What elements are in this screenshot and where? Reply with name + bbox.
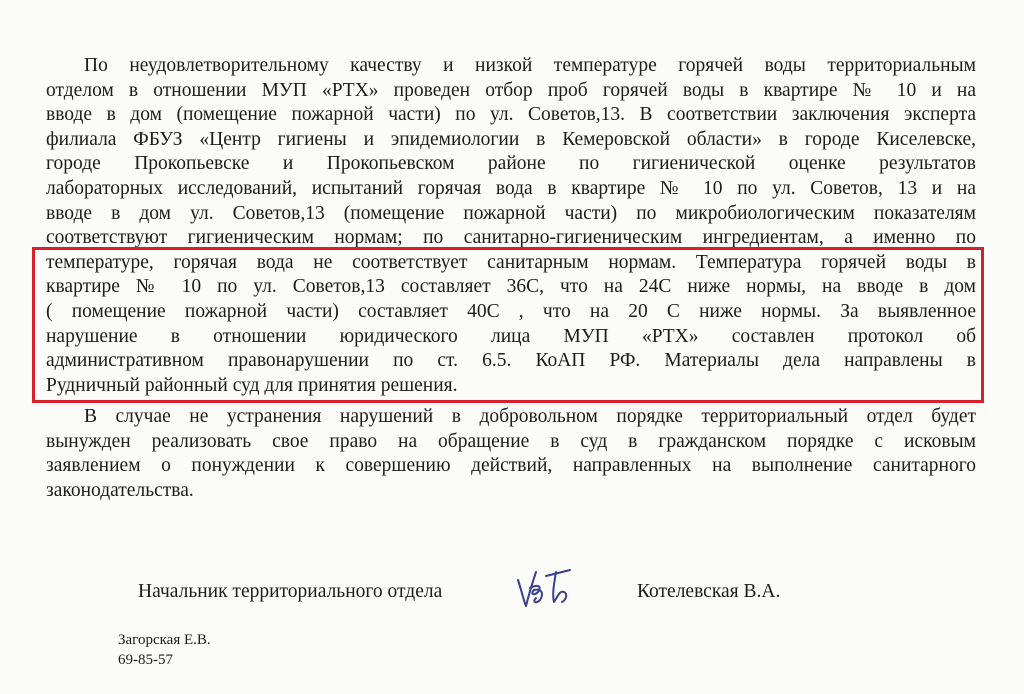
executor-phone: 69-85-57 xyxy=(118,652,173,668)
highlight-frame xyxy=(32,247,984,403)
text-line: вводе в дом ул. Советов,13 (помещение пожарной части) по микробиологическим показателям xyxy=(46,202,976,224)
text-line: законодательства. xyxy=(46,479,194,501)
text-line: филиала ФБУЗ «Центр гигиены и эпидемиологии в Кемеровской области» в городе Киселевске, xyxy=(46,128,976,150)
paragraph-consequences xyxy=(46,405,976,503)
text-line: Рудничный районный суд для принятия решения. xyxy=(46,374,458,396)
text-line: В случае не устранения нарушений в добровольном порядке территориальный отдел будет xyxy=(84,406,976,427)
text-line: квартире № 10 по ул. Советов,13 составляет 36С, что на 24С ниже нормы, на вводе в дом xyxy=(46,276,976,298)
signature-title: Начальник территориального отдела xyxy=(138,581,443,602)
text-line: административном правонарушении по ст. 6.5. КоАП РФ. Материалы дела направлены в xyxy=(46,350,976,372)
signatory-name: Котелевская В.А. xyxy=(637,581,781,602)
text-line: вводе в дом (помещение пожарной части) по ул. Советов,13. В соответствии заключения эксперта xyxy=(46,104,976,126)
executor-name: Загорская Е.В. xyxy=(118,632,211,648)
text-line: По неудовлетворительному качеству и низкой температуре горячей воды территориальным xyxy=(84,55,976,76)
text-line: вынужден реализовать свое право на обращение в суд в гражданском порядке с исковым xyxy=(46,430,976,452)
text-line: лабораторных исследований, испытаний горячая вода в квартире № 10 по ул. Советов, 13 и на xyxy=(46,177,976,199)
text-line: городе Прокопьевске и Прокопьевском районе по гигиенической оценке результатов xyxy=(46,153,976,175)
text-line: отделом в отношении МУП «РТХ» проведен отбор проб горячей воды в квартире № 10 и на xyxy=(46,79,976,101)
text-line: заявлением о понуждении к совершению действий, направленных на выполнение санитарного xyxy=(46,455,976,477)
text-line: соответствуют гигиеническим нормам; по санитарно-гигиеническим ингредиентам, а именно по xyxy=(46,227,976,249)
handwritten-signature-icon xyxy=(512,562,576,612)
text-line: нарушение в отношении юридического лица МУП «РТХ» составлен протокол об xyxy=(46,325,976,347)
text-line: ( помещение пожарной части) составляет 40С , что на 20 С ниже нормы. За выявленное xyxy=(46,300,976,322)
text-line: температуре, горячая вода не соответствует санитарным нормам. Температура горячей воды в xyxy=(46,251,976,273)
